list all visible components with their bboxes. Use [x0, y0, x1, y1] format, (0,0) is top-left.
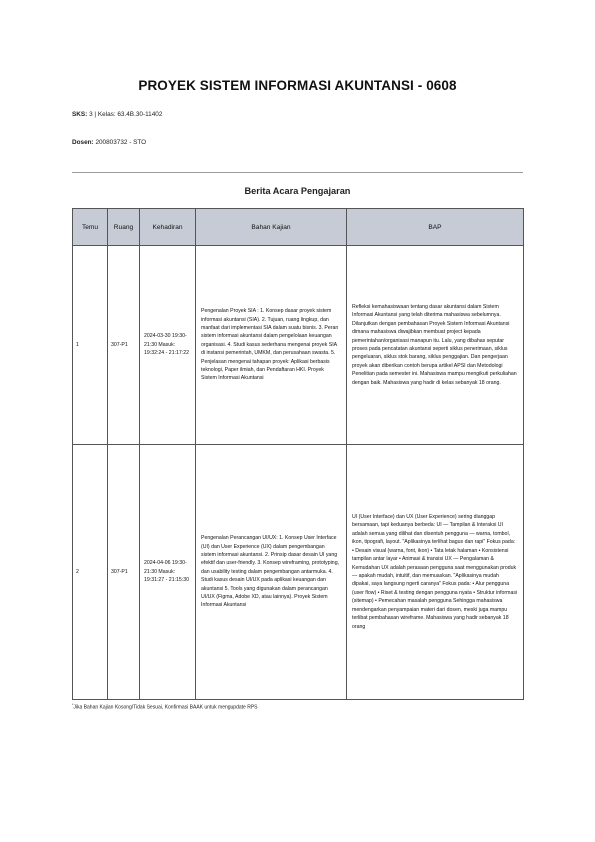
header-bap: BAP	[347, 209, 524, 246]
cell-kehadiran: 2024-04-06 19:30-21:30 Masuk: 19:31:27 - 21:15:30	[140, 445, 196, 700]
lecturer-meta	[72, 139, 146, 146]
header-temu: Temu	[73, 209, 108, 246]
table-row	[73, 445, 524, 700]
cell-kehadiran: 2024-03-30 19:30-21:30 Masuk: 19:32:24 - 21:17:22	[140, 246, 196, 445]
header-kehadiran: Kehadiran	[140, 209, 196, 246]
sks-value: 3 | Kelas: 63.4B.30-11402	[89, 111, 163, 118]
dosen-value: 200803732 - STO	[95, 139, 147, 146]
cell-temu: 1	[73, 246, 108, 445]
section-title: Berita Acara Pengajaran	[244, 186, 351, 196]
cell-temu: 2	[73, 445, 108, 700]
table-row	[73, 246, 524, 445]
header-ruang: Ruang	[108, 209, 140, 246]
table-header-row	[73, 209, 524, 246]
cell-bahan-kajian: Pengenalan Proyek SIA : 1. Konsep dasar proyek sistem informasi akuntansi (SIA). 2. Tujuan, ruang lingkup, dan manfaat dari implementasi SIA dalam suatu bisnis. 3. Peran sistem informasi akuntansi dalam pengelolaan keuangan organisasi. 4. Studi kasus sederhana mengenai proyek SIA di instansi pemerintah, UMKM, dan perusahaan swasta. 5. Penjelasan mengenai tahapan proyek: Aplikasi berbasis teknologi, Paper ilmiah, dan Pendaftaran HKI. Proyek Sistem Informasi Akuntansi	[196, 246, 347, 445]
footnote	[72, 703, 258, 711]
cell-bahan-kajian: Pengenalan Perancangan UI/UX: 1. Konsep User Interface (UI) dan User Experience (UX) dalam pengembangan sistem informasi akuntansi. 2. Prinsip dasar desain UI yang efektif dan user-friendly. 3. Konsep wireframing, prototyping, dan usability testing dalam pengembangan antarmuka. 4. Studi kasus desain UI/UX pada aplikasi keuangan dan akuntansi 5. Tools yang digunakan dalam perancangan UI/UX (Figma, Adobe XD, atau lainnya). Proyek Sistem Informasi Akuntansi	[196, 445, 347, 700]
dosen-label: Dosen:	[72, 139, 94, 146]
cell-bap: Refleksi kemahasiswaan tentang dasar akuntansi dalam Sistem Informasi Akuntansi yang telah diterima mahasiswa sebelumnya. Dilanjutkan dengan pembahasan Proyek Sistem Informasi Akuntansi dimana mahasiswa diwajibkan membuat project kepada pemerintahan/organisasi manapun itu. Lalu, yang dibahas seputar proses pada pencatatan akuntansi seperti siklus penerimaan, siklus pengeluaran, siklus stok barang, siklus penggajian. Dan pengerjaan proyek akan diberikan contoh berupa artikel APSI dan Metodologi Penelitian pada semester ini. Mahasiswa mampu mengikuti perkuliahan dengan baik. Mahasiswa yang hadir di kelas sebanyak 18 orang.	[347, 246, 524, 445]
course-meta	[72, 111, 162, 118]
footnote-mark: *	[72, 703, 74, 707]
cell-ruang: 307-P1	[108, 246, 140, 445]
footnote-text: Jika Bahan Kajian Kosong/Tidak Sesuai, Konfirmasi BAAK untuk mengupdate RPS	[73, 704, 258, 711]
sks-label: SKS:	[72, 111, 88, 118]
header-bahan-kajian: Bahan Kajian	[196, 209, 347, 246]
bap-table	[72, 208, 524, 700]
cell-bap: UI (User Interface) dan UX (User Experience) sering dianggap bersamaan, tapi keduanya berbeda: UI — Tampilan & Interaksi UI adalah semua yang dilihat dan disentuh pengguna — warna, tombol, ikon, tipografi, layout. "Aplikasinya terlihat bagus dan rapi" Fokus pada: • Desain visual (warna, font, ikon) • Tata letak halaman • Konsistensi tampilan antar layar • Animasi & transisi UX — Pengalaman & Kemudahan UX adalah perasaan pengguna saat menggunakan produk — apakah mudah, intuitif, dan memuaskan. "Aplikasinya mudah dipakai, saya langsung ngerti caranya" Fokus pada: • Alur pengguna (user flow) • Riset & testing dengan pengguna nyata • Struktur informasi (sitemap) • Pemecahan masalah pengguna Sehingga mahasiswa mendengarkan penyampaian materi dari dosen, meski juga mampu terlibat pembahasan wireframe. Mahasiswa yang hadir sebanyak 18 orang	[347, 445, 524, 700]
document-title: PROYEK SISTEM INFORMASI AKUNTANSI - 0608	[138, 78, 457, 93]
cell-ruang: 307-P1	[108, 445, 140, 700]
divider	[72, 172, 523, 173]
